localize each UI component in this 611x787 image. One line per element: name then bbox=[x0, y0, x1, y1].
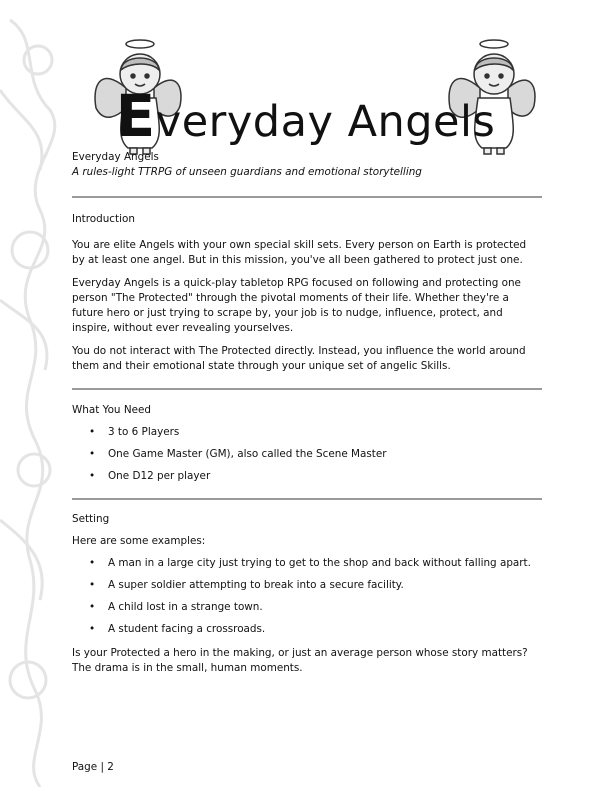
list-item: • 3 to 6 Players bbox=[72, 425, 542, 440]
setting-examples-list bbox=[72, 556, 542, 637]
page-number: Page | 2 bbox=[72, 761, 114, 773]
section-divider bbox=[72, 388, 542, 390]
section-divider bbox=[72, 196, 542, 198]
page-heading-rest: veryday Angels bbox=[155, 97, 496, 147]
document-title: Everyday Angels bbox=[72, 151, 159, 163]
list-item: • A child lost in a strange town. bbox=[72, 600, 542, 615]
document-tagline: A rules-light TTRPG of unseen guardians and emotional storytelling bbox=[72, 166, 422, 178]
page-heading bbox=[0, 82, 611, 150]
document-body bbox=[72, 150, 542, 676]
list-item: • A man in a large city just trying to get to the shop and back without falling apart. bbox=[72, 556, 542, 571]
list-item: • One D12 per player bbox=[72, 469, 542, 484]
introduction-heading: Introduction bbox=[72, 213, 135, 225]
setting-intro: Here are some examples: bbox=[72, 535, 206, 547]
what-you-need-list bbox=[72, 425, 542, 484]
introduction-paragraph-3: You do not interact with The Protected directly. Instead, you influence the world around them and their emotional state through your unique set of angelic Skills. bbox=[72, 345, 526, 372]
page-heading-capital: E bbox=[115, 82, 156, 150]
setting-closing: Is your Protected a hero in the making, or just an average person whose story matters? The drama is in the small, human moments. bbox=[72, 647, 528, 674]
list-item: • One Game Master (GM), also called the Scene Master bbox=[72, 447, 542, 462]
introduction-paragraph-1: You are elite Angels with your own special skill sets. Every person on Earth is protected by at least one angel. But in this mission, you've all been gathered to protect just one. bbox=[72, 239, 527, 266]
section-divider bbox=[72, 498, 542, 500]
what-you-need-heading: What You Need bbox=[72, 404, 151, 416]
introduction-paragraph-2: Everyday Angels is a quick-play tabletop RPG focused on following and protecting one person "The Protected" through the pivotal moments of their life. Whether they're a future hero or just trying to scrape by, your job is to nudge, influence, protect, and inspire, without ever revealing yourselves. bbox=[72, 277, 521, 334]
list-item: • A super soldier attempting to break into a secure facility. bbox=[72, 578, 542, 593]
list-item: • A student facing a crossroads. bbox=[72, 622, 542, 637]
setting-heading: Setting bbox=[72, 513, 110, 525]
